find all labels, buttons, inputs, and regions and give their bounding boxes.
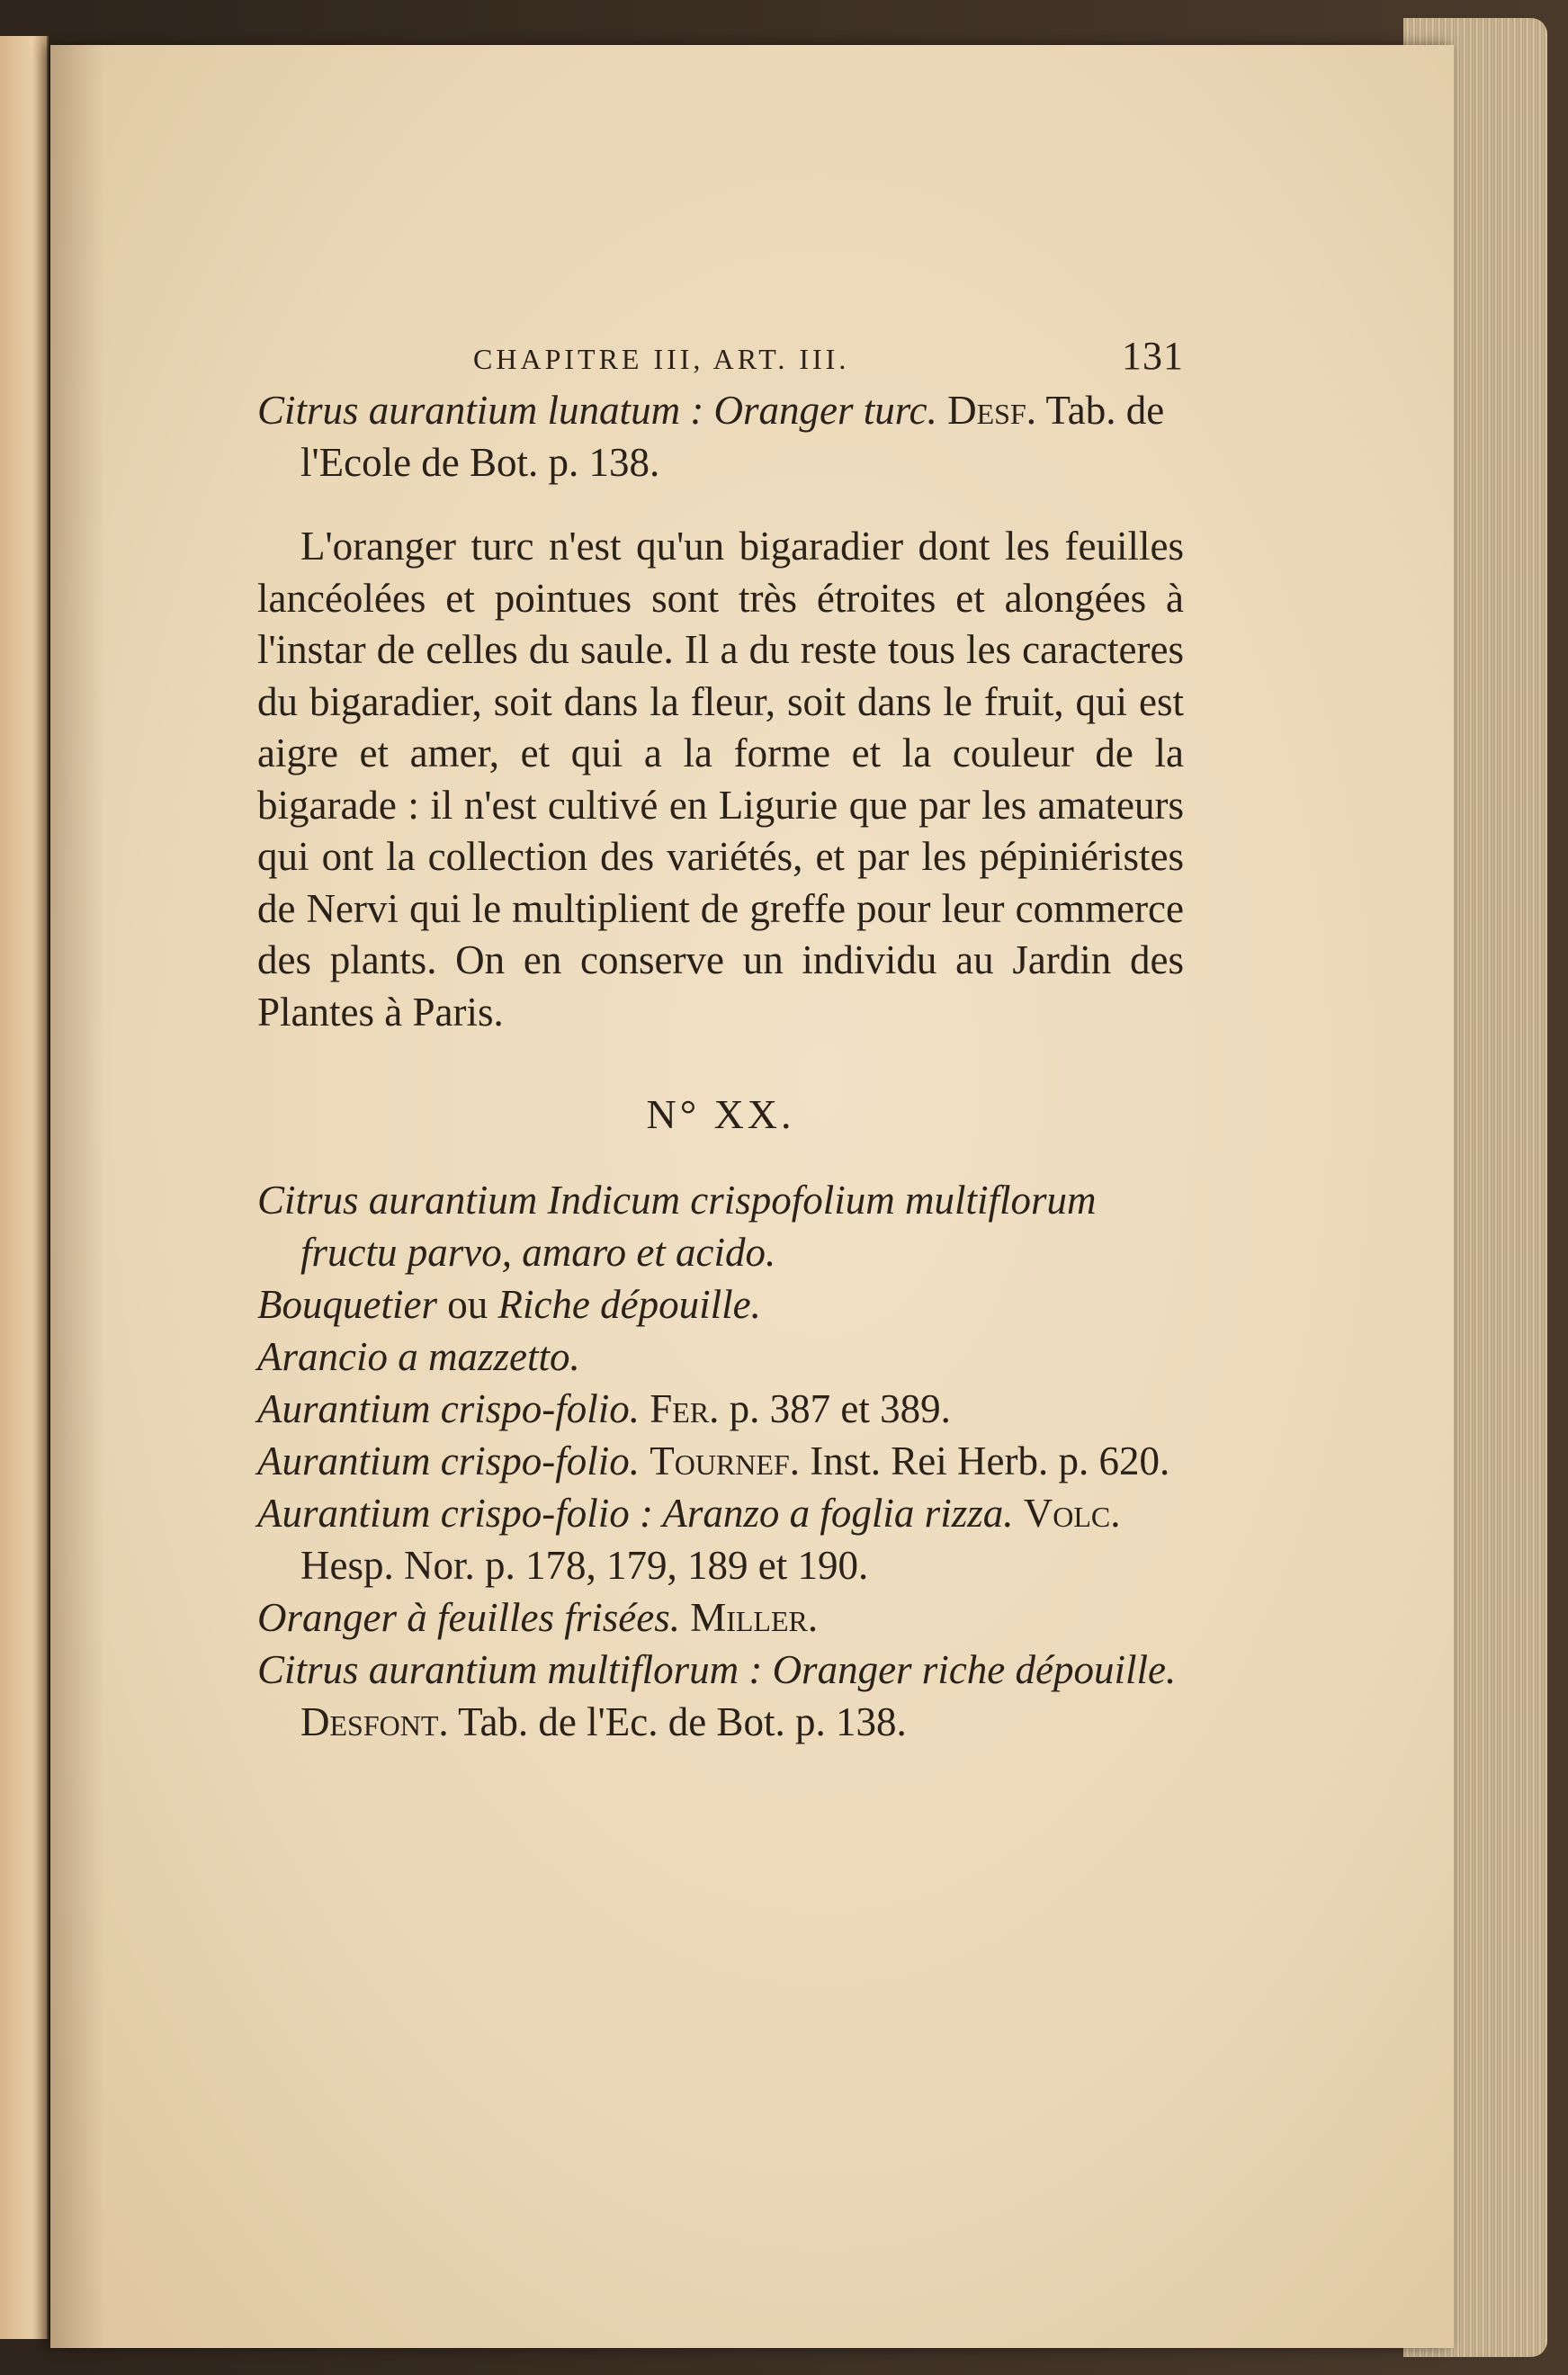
synonym-name: Oranger à feuilles frisées. [257,1595,680,1640]
synonym-author: Miller. [690,1595,819,1640]
first-entry [257,384,1184,488]
page-number: 131 [1122,334,1184,378]
synonym-author: Fer. [650,1386,720,1431]
section-number: N° XX. [646,1091,795,1137]
synonym-entry [257,1331,1184,1383]
synonym-name-alt: Riche dépouille. [497,1282,761,1327]
synonym-list [257,1174,1184,1748]
synonym-entry [257,1174,1184,1278]
running-head-title: CHAPITRE III, ART. III. [473,343,850,375]
synonym-ref: p. 387 et 389. [729,1386,951,1431]
synonym-author: Tournef. [650,1438,801,1483]
synonym-ref: Hesp. Nor. p. 178, 179, 189 et 190. [300,1543,869,1588]
synonym-name: Citrus aurantium multiflorum : Oranger riche dépouille. [257,1647,1177,1692]
synonym-entry [257,1278,1184,1331]
synonym-conjunction: ou [436,1282,498,1327]
synonym-ref: Inst. Rei Herb. p. 620. [810,1438,1170,1483]
running-head [257,333,1184,379]
synonym-author: Desfont. [300,1699,449,1744]
synonym-entry [257,1435,1184,1487]
first-entry-ref: Tab. de l'Ecole de Bot. p. 138. [300,388,1165,485]
first-entry-latin: Citrus aurantium lunatum : Oranger turc. [257,388,937,433]
synonym-latin: Citrus aurantium Indicum crispofolium multiflorum fructu parvo, amaro et acido. [257,1178,1097,1275]
text-block [257,333,1184,1748]
book-page [50,45,1454,2348]
synonym-author: Volc. [1023,1491,1121,1536]
synonym-name: Aurantium crispo-folio. [257,1386,640,1431]
first-entry-author: Desf. [947,388,1036,433]
synonym-entry [257,1383,1184,1435]
synonym-name: Aurantium crispo-folio : Aranzo a foglia rizza. [257,1491,1014,1536]
synonym-ref: Tab. de l'Ec. de Bot. p. 138. [458,1699,907,1744]
description-paragraph: L'oranger turc n'est qu'un bigaradier dont les feuilles lancéolées et pointues sont très étroites et alongées à l'instar de celles du saule. Il a du reste tous les caracteres du bigaradier, soit dans la fleur, soit dans le fruit, qui est aigre et amer, et qui a la forme et la couleur de la bigarade : il n'est cultivé en Ligurie que par les amateurs qui ont la collection des variétés, et par les pépiniéristes de Nervi qui le multiplient de greffe pour leur commerce des plants. On en conserve un individu au Jardin des Plantes à Paris. [257,524,1184,1035]
synonym-entry [257,1487,1184,1591]
synonym-entry [257,1644,1184,1748]
synonym-entry [257,1591,1184,1644]
synonym-name: Aurantium crispo-folio. [257,1438,640,1483]
facing-page-edge [0,36,49,2339]
synonym-name: Arancio a mazzetto. [257,1334,580,1379]
synonym-name: Bouquetier [257,1282,437,1327]
